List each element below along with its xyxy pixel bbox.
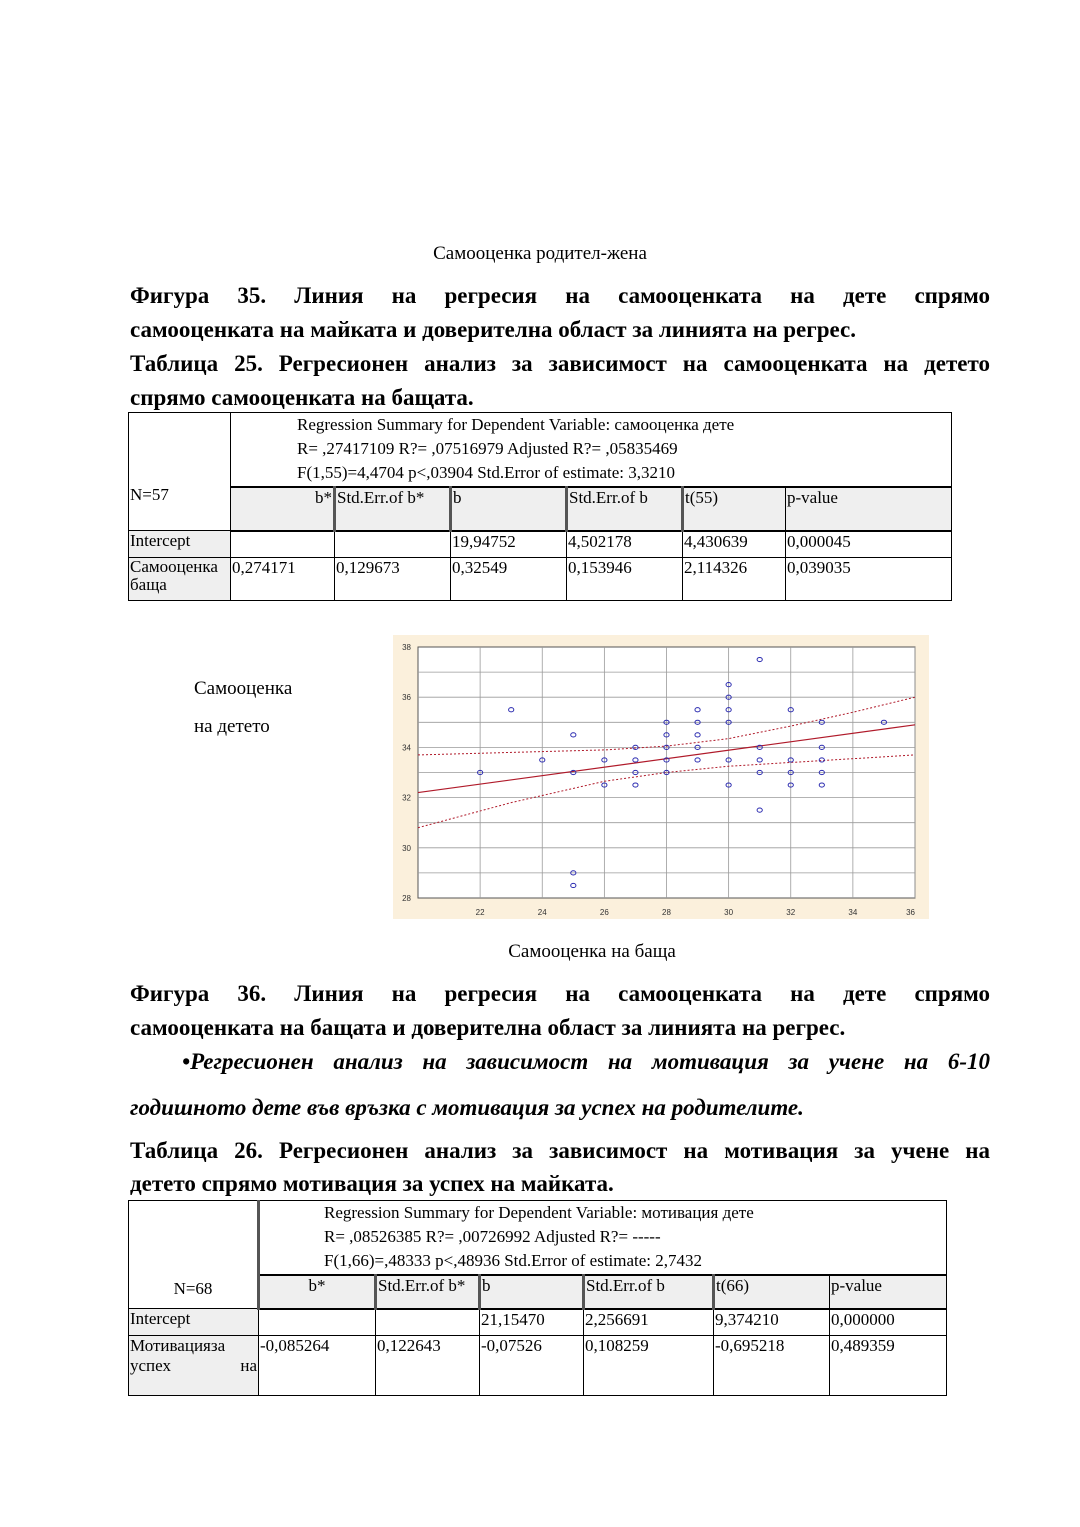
table-cell: 0,000000 bbox=[830, 1309, 947, 1336]
table-cell: 0,000045 bbox=[786, 531, 952, 558]
table25-row-label bbox=[129, 558, 231, 601]
figure36-y-label-line2: на детето bbox=[194, 716, 270, 737]
x-tick-label: 24 bbox=[537, 908, 547, 917]
table26-summary-line1: Regression Summary for Dependent Variable: мотивация дете bbox=[324, 1203, 754, 1222]
table26-header-b: b bbox=[480, 1275, 584, 1309]
table-cell: 0,039035 bbox=[786, 558, 952, 601]
table-cell: 0,32549 bbox=[451, 558, 567, 601]
table-cell: 0,274171 bbox=[231, 558, 335, 601]
y-tick-label: 34 bbox=[402, 743, 411, 753]
table25-header-b: b bbox=[451, 487, 567, 531]
table25-row-label-line1: Самооценка bbox=[130, 557, 218, 576]
table25-header-bstar: b* bbox=[231, 487, 335, 531]
table25-summary-line3: F(1,55)=4,4704 p<,03904 Std.Error of estimate: 3,3210 bbox=[297, 463, 676, 482]
table25 bbox=[128, 412, 952, 601]
table26-row-label bbox=[129, 1336, 259, 1396]
table-cell: 0,153946 bbox=[567, 558, 683, 601]
table25-row-label-line2: баща bbox=[130, 575, 167, 594]
scatter-plot bbox=[393, 635, 929, 919]
table-cell: 0,122643 bbox=[376, 1336, 480, 1396]
bullet-line1 bbox=[182, 1045, 990, 1079]
table26-row-label-line2b: на bbox=[240, 1356, 257, 1375]
table-row bbox=[129, 1309, 947, 1336]
table25-header-stderr-bstar: Std.Err.of b* bbox=[335, 487, 451, 531]
table26 bbox=[128, 1200, 947, 1396]
figure35-caption-line1: Фигура 35. Линия на регресия на самооценката на дете спрямо bbox=[130, 283, 990, 308]
table-cell: -0,07526 bbox=[480, 1336, 584, 1396]
table26-header-stderr-bstar: Std.Err.of b* bbox=[376, 1275, 480, 1309]
table25-title-line2: спрямо самооценката на бащата. bbox=[130, 385, 474, 410]
figure36-y-label bbox=[194, 670, 292, 746]
table-cell bbox=[376, 1309, 480, 1336]
table-row bbox=[129, 558, 952, 601]
table25-summary-line1: Regression Summary for Dependent Variable: самооценка дете bbox=[297, 415, 735, 434]
table-cell: -0,085264 bbox=[259, 1336, 376, 1396]
table-cell: 19,94752 bbox=[451, 531, 567, 558]
table26-header-pvalue: p-value bbox=[830, 1275, 947, 1309]
y-tick-label: 38 bbox=[402, 643, 411, 652]
table-cell: -0,695218 bbox=[714, 1336, 830, 1396]
x-tick-label: 26 bbox=[599, 908, 609, 917]
x-tick-label: 32 bbox=[786, 908, 796, 917]
table26-title-line1: Таблица 26. Регресионен анализ за зависимост на мотивация за учене на bbox=[130, 1138, 990, 1163]
table25-summary-line2: R= ,27417109 R?= ,07516979 Adjusted R?= ,05835469 bbox=[297, 439, 678, 458]
table-row bbox=[129, 531, 952, 558]
x-tick-label: 34 bbox=[848, 908, 858, 917]
y-tick-label: 30 bbox=[402, 843, 411, 853]
table-cell: 0,108259 bbox=[584, 1336, 714, 1396]
table26-row-label-line1: Мотивацияза bbox=[130, 1336, 226, 1355]
table-cell: 4,502178 bbox=[567, 531, 683, 558]
table-cell: 0,129673 bbox=[335, 558, 451, 601]
table26-row-label: Intercept bbox=[129, 1309, 259, 1336]
table25-summary bbox=[231, 413, 952, 487]
table26-header-stderr-b: Std.Err.of b bbox=[584, 1275, 714, 1309]
x-tick-label: 28 bbox=[662, 908, 671, 917]
table25-header-stderr-b: Std.Err.of b bbox=[567, 487, 683, 531]
y-tick-label: 32 bbox=[402, 793, 411, 803]
table26-summary-line3: F(1,66)=,48333 p<,48936 Std.Error of estimate: 2,7432 bbox=[324, 1251, 703, 1270]
figure36-x-axis-caption: Самооценка на баща bbox=[508, 941, 676, 962]
table26-header-bstar: b* bbox=[259, 1275, 376, 1309]
table26-title-line2: детето спрямо мотивация за успех на майката. bbox=[130, 1171, 614, 1196]
figure36-y-label-line1: Самооценка bbox=[194, 678, 293, 699]
bullet-line2: годишното дете във връзка с мотивация за успех на родителите. bbox=[130, 1095, 804, 1120]
table25-header-t: t(55) bbox=[683, 487, 786, 531]
table26-summary bbox=[259, 1201, 947, 1275]
table26-row-label-line2 bbox=[130, 1356, 257, 1376]
table25-title-line1: Таблица 25. Регресионен анализ за зависимост на самооценката на детето bbox=[130, 351, 990, 376]
table-cell: 2,256691 bbox=[584, 1309, 714, 1336]
table26-row-label-line2a: успех bbox=[130, 1356, 171, 1375]
table-cell: 2,114326 bbox=[683, 558, 786, 601]
table25-row-label: Intercept bbox=[129, 531, 231, 558]
table26-header-t: t(66) bbox=[714, 1275, 830, 1309]
table25-header-pvalue: p-value bbox=[786, 487, 952, 531]
x-tick-label: 36 bbox=[906, 908, 915, 917]
figure36-caption-line2: самооценката на бащата и доверителна област за линията на регрес. bbox=[130, 1015, 846, 1040]
table26-n-label: N=68 bbox=[173, 1279, 213, 1298]
x-tick-label: 30 bbox=[724, 908, 734, 917]
bullet-line1-text: Регресионен анализ на зависимост на мотивация за учене на 6-10 bbox=[190, 1049, 990, 1074]
figure36-caption-line1: Фигура 36. Линия на регресия на самооценката на дете спрямо bbox=[130, 981, 990, 1006]
table26-n-cell bbox=[129, 1201, 259, 1309]
figure35-x-axis-caption: Самооценка родител-жена bbox=[433, 243, 647, 264]
table25-n-cell bbox=[129, 413, 231, 531]
table25-n-label: N=57 bbox=[130, 485, 169, 504]
y-tick-label: 36 bbox=[402, 693, 411, 703]
table-cell: 0,489359 bbox=[830, 1336, 947, 1396]
table-cell bbox=[259, 1309, 376, 1336]
table-cell: 9,374210 bbox=[714, 1309, 830, 1336]
y-tick-label: 28 bbox=[402, 894, 411, 903]
table-cell: 21,15470 bbox=[480, 1309, 584, 1336]
table-cell: 4,430639 bbox=[683, 531, 786, 558]
table-cell bbox=[335, 531, 451, 558]
table26-summary-line2: R= ,08526385 R?= ,00726992 Adjusted R?= ----- bbox=[324, 1227, 661, 1246]
x-tick-label: 22 bbox=[475, 908, 485, 917]
figure35-caption-line2: самооценката на майката и доверителна област за линията на регрес. bbox=[130, 317, 856, 342]
table-row bbox=[129, 1336, 947, 1396]
bullet-symbol: • bbox=[182, 1049, 191, 1074]
table-cell bbox=[231, 531, 335, 558]
